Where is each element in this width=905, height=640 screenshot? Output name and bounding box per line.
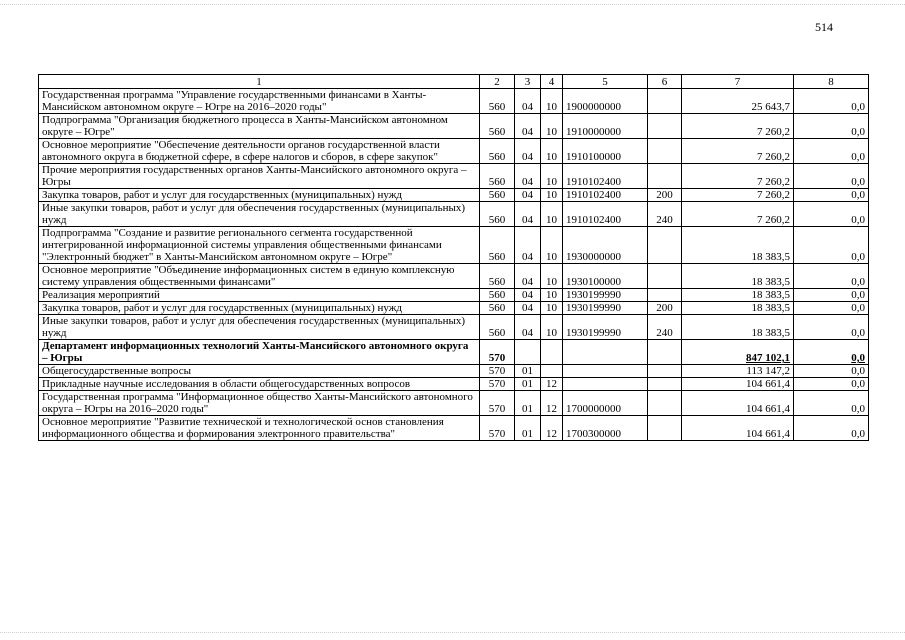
row-expense-type-cell: 240 (648, 315, 682, 340)
row-name-cell: Закупка товаров, работ и услуг для государственных (муниципальных) нужд (39, 302, 480, 315)
row-section-cell: 01 (515, 416, 541, 441)
row-change-cell: 0,0 (794, 365, 869, 378)
row-expense-type-cell: 200 (648, 302, 682, 315)
row-change-cell: 0,0 (794, 189, 869, 202)
row-subsection-cell: 12 (541, 416, 563, 441)
row-subsection-cell: 10 (541, 264, 563, 289)
row-target-article-cell: 1910102400 (563, 189, 648, 202)
table-row (39, 139, 869, 164)
table-row (39, 164, 869, 189)
row-subsection-cell: 12 (541, 391, 563, 416)
row-section-cell: 04 (515, 315, 541, 340)
row-subsection-cell: 10 (541, 89, 563, 114)
row-amount-cell: 18 383,5 (682, 315, 794, 340)
row-amount-cell: 104 661,4 (682, 416, 794, 441)
row-target-article-cell: 1910100000 (563, 139, 648, 164)
row-change-cell: 0,0 (794, 391, 869, 416)
row-target-article-cell: 1700300000 (563, 416, 648, 441)
table-row (39, 227, 869, 264)
row-section-cell: 04 (515, 189, 541, 202)
header-cell-2: 2 (480, 75, 515, 89)
row-amount-cell: 18 383,5 (682, 302, 794, 315)
row-amount-cell: 7 260,2 (682, 139, 794, 164)
row-code-cell: 560 (480, 202, 515, 227)
row-target-article-cell: 1910102400 (563, 202, 648, 227)
row-section-cell: 04 (515, 89, 541, 114)
row-code-cell: 570 (480, 391, 515, 416)
row-target-article-cell (563, 340, 648, 365)
header-cell-7: 7 (682, 75, 794, 89)
row-change-cell: 0,0 (794, 139, 869, 164)
row-subsection-cell (541, 340, 563, 365)
row-code-cell: 560 (480, 164, 515, 189)
row-name-cell: Государственная программа "Информационное общество Ханты-Мансийского автономного округа – Югры на 2016–2020 годы" (39, 391, 480, 416)
scan-artifact-bottom (0, 632, 905, 633)
row-change-cell: 0,0 (794, 302, 869, 315)
row-change-cell: 0,0 (794, 114, 869, 139)
row-change-cell: 0,0 (794, 315, 869, 340)
row-expense-type-cell (648, 139, 682, 164)
row-code-cell: 570 (480, 340, 515, 365)
row-section-cell: 04 (515, 227, 541, 264)
row-expense-type-cell (648, 416, 682, 441)
row-section-cell: 04 (515, 114, 541, 139)
row-target-article-cell (563, 378, 648, 391)
row-change-cell: 0,0 (794, 416, 869, 441)
table-row (39, 340, 869, 365)
row-target-article-cell (563, 365, 648, 378)
row-expense-type-cell (648, 164, 682, 189)
row-amount-cell: 7 260,2 (682, 189, 794, 202)
row-amount-cell: 847 102,1 (682, 340, 794, 365)
row-amount-cell: 7 260,2 (682, 114, 794, 139)
row-change-cell: 0,0 (794, 378, 869, 391)
row-code-cell: 560 (480, 89, 515, 114)
row-amount-cell: 113 147,2 (682, 365, 794, 378)
row-target-article-cell: 1930100000 (563, 264, 648, 289)
row-change-cell: 0,0 (794, 264, 869, 289)
row-code-cell: 570 (480, 378, 515, 391)
row-section-cell: 04 (515, 164, 541, 189)
row-section-cell: 04 (515, 202, 541, 227)
row-code-cell: 560 (480, 114, 515, 139)
row-target-article-cell: 1930199990 (563, 289, 648, 302)
row-target-article-cell: 1910102400 (563, 164, 648, 189)
row-expense-type-cell (648, 114, 682, 139)
row-section-cell: 04 (515, 264, 541, 289)
row-expense-type-cell (648, 391, 682, 416)
row-name-cell: Реализация мероприятий (39, 289, 480, 302)
row-change-cell: 0,0 (794, 164, 869, 189)
row-subsection-cell: 10 (541, 227, 563, 264)
row-code-cell: 560 (480, 302, 515, 315)
row-name-cell: Подпрограмма "Организация бюджетного процесса в Ханты-Мансийском автономном округе – Югре" (39, 114, 480, 139)
row-section-cell: 01 (515, 378, 541, 391)
row-expense-type-cell (648, 378, 682, 391)
row-subsection-cell: 10 (541, 164, 563, 189)
row-amount-cell: 7 260,2 (682, 202, 794, 227)
row-section-cell (515, 340, 541, 365)
scan-artifact-top (0, 4, 905, 5)
table-row (39, 302, 869, 315)
row-name-cell: Прочие мероприятия государственных органов Ханты-Мансийского автономного округа – Югры (39, 164, 480, 189)
row-expense-type-cell (648, 89, 682, 114)
row-amount-cell: 18 383,5 (682, 289, 794, 302)
row-name-cell: Общегосударственные вопросы (39, 365, 480, 378)
row-name-cell: Иные закупки товаров, работ и услуг для обеспечения государственных (муниципальных) нужд (39, 315, 480, 340)
row-code-cell: 560 (480, 227, 515, 264)
row-target-article-cell: 1910000000 (563, 114, 648, 139)
row-code-cell: 570 (480, 365, 515, 378)
row-target-article-cell: 1900000000 (563, 89, 648, 114)
header-cell-3: 3 (515, 75, 541, 89)
row-code-cell: 570 (480, 416, 515, 441)
table-row (39, 114, 869, 139)
row-change-cell: 0,0 (794, 89, 869, 114)
row-change-cell: 0,0 (794, 202, 869, 227)
table-row (39, 416, 869, 441)
header-cell-1: 1 (39, 75, 480, 89)
budget-table (38, 74, 869, 441)
row-change-cell: 0,0 (794, 227, 869, 264)
header-cell-5: 5 (563, 75, 648, 89)
row-expense-type-cell (648, 227, 682, 264)
page-number: 514 (815, 20, 833, 34)
table-body (39, 75, 869, 441)
row-amount-cell: 25 643,7 (682, 89, 794, 114)
row-target-article-cell: 1930000000 (563, 227, 648, 264)
table-row (39, 315, 869, 340)
row-code-cell: 560 (480, 189, 515, 202)
table-row (39, 391, 869, 416)
row-section-cell: 01 (515, 391, 541, 416)
row-name-cell: Подпрограмма "Создание и развитие регионального сегмента государственной интегрированной информационной системы управления общественными финансами "Электронный бюджет" в Ханты-Мансийском автономном округе – Югре" (39, 227, 480, 264)
row-name-cell: Основное мероприятие "Обеспечение деятельности органов государственной власти автономного округа в бюджетной сфере, в сфере налогов и сборов, в сфере закупок" (39, 139, 480, 164)
header-cell-8: 8 (794, 75, 869, 89)
row-subsection-cell: 10 (541, 302, 563, 315)
row-expense-type-cell (648, 264, 682, 289)
row-code-cell: 560 (480, 139, 515, 164)
row-target-article-cell: 1930199990 (563, 302, 648, 315)
row-name-cell: Прикладные научные исследования в области общегосударственных вопросов (39, 378, 480, 391)
row-subsection-cell: 10 (541, 202, 563, 227)
row-section-cell: 04 (515, 139, 541, 164)
row-section-cell: 01 (515, 365, 541, 378)
row-subsection-cell: 10 (541, 114, 563, 139)
row-expense-type-cell (648, 340, 682, 365)
row-section-cell: 04 (515, 289, 541, 302)
row-expense-type-cell (648, 289, 682, 302)
row-amount-cell: 104 661,4 (682, 391, 794, 416)
row-subsection-cell (541, 365, 563, 378)
row-subsection-cell: 12 (541, 378, 563, 391)
header-row (39, 75, 869, 89)
table-row (39, 264, 869, 289)
row-subsection-cell: 10 (541, 189, 563, 202)
table-row (39, 202, 869, 227)
table-row (39, 189, 869, 202)
row-subsection-cell: 10 (541, 139, 563, 164)
row-amount-cell: 18 383,5 (682, 227, 794, 264)
table-row (39, 89, 869, 114)
row-subsection-cell: 10 (541, 315, 563, 340)
table-row (39, 289, 869, 302)
row-name-cell: Государственная программа "Управление государственными финансами в Ханты-Мансийском автономном округе – Югре на 2016–2020 годы" (39, 89, 480, 114)
row-code-cell: 560 (480, 289, 515, 302)
row-name-cell: Департамент информационных технологий Ханты-Мансийского автономного округа – Югры (39, 340, 480, 365)
row-name-cell: Основное мероприятие "Развитие технической и технологической основ становления информационного общества и формирования электронного правительства" (39, 416, 480, 441)
row-code-cell: 560 (480, 264, 515, 289)
row-change-cell: 0,0 (794, 340, 869, 365)
row-amount-cell: 18 383,5 (682, 264, 794, 289)
row-name-cell: Закупка товаров, работ и услуг для государственных (муниципальных) нужд (39, 189, 480, 202)
header-cell-6: 6 (648, 75, 682, 89)
row-name-cell: Иные закупки товаров, работ и услуг для обеспечения государственных (муниципальных) нужд (39, 202, 480, 227)
row-expense-type-cell: 200 (648, 189, 682, 202)
row-amount-cell: 7 260,2 (682, 164, 794, 189)
table-row (39, 378, 869, 391)
row-expense-type-cell (648, 365, 682, 378)
table-row (39, 365, 869, 378)
row-code-cell: 560 (480, 315, 515, 340)
row-section-cell: 04 (515, 302, 541, 315)
row-change-cell: 0,0 (794, 289, 869, 302)
row-target-article-cell: 1930199990 (563, 315, 648, 340)
header-cell-4: 4 (541, 75, 563, 89)
row-subsection-cell: 10 (541, 289, 563, 302)
row-expense-type-cell: 240 (648, 202, 682, 227)
row-name-cell: Основное мероприятие "Объединение информационных систем в единую комплексную систему управления общественными финансами" (39, 264, 480, 289)
row-target-article-cell: 1700000000 (563, 391, 648, 416)
row-amount-cell: 104 661,4 (682, 378, 794, 391)
